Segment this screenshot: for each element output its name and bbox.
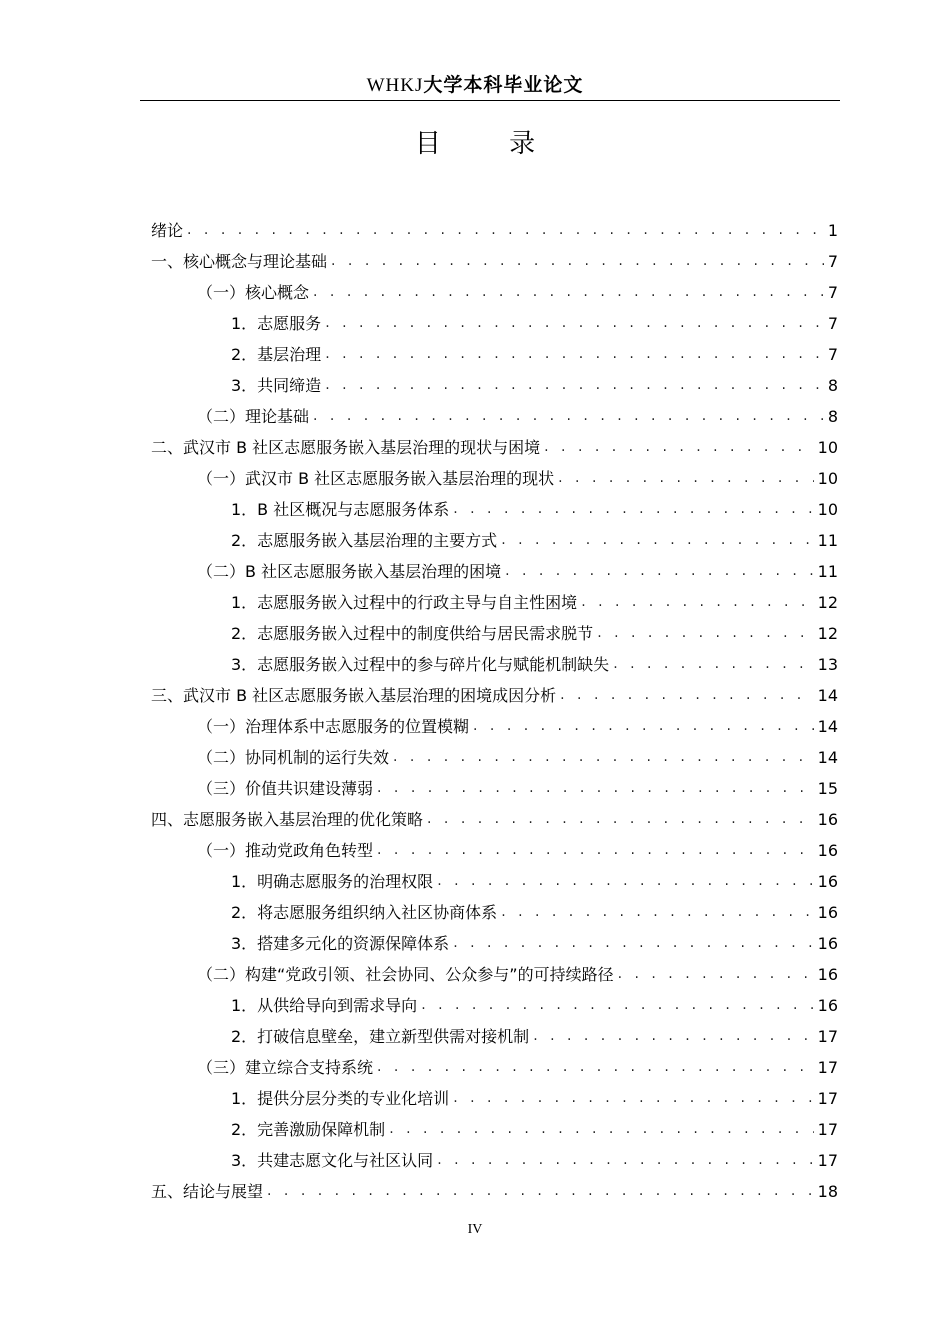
toc-dot-leader [473, 711, 814, 742]
toc-entry-page-number: 11 [817, 562, 838, 581]
toc-entry-page-number: 8 [827, 376, 838, 395]
toc-entry-page-number: 16 [817, 965, 838, 984]
toc-entry[interactable] [151, 525, 838, 556]
toc-dot-leader [505, 556, 814, 587]
toc-entry-page-number: 13 [817, 655, 838, 674]
toc-entry-page-number: 17 [817, 1027, 838, 1046]
toc-entry[interactable] [151, 401, 838, 432]
toc-entry-label: 1．明确志愿服务的治理权限 [231, 872, 434, 891]
toc-entry-page-number: 10 [817, 500, 838, 519]
toc-entry-label: 2．打破信息壁垒，建立新型供需对接机制 [231, 1027, 530, 1046]
toc-dot-leader [437, 1145, 813, 1176]
toc-entry[interactable] [151, 1021, 838, 1052]
toc-entry[interactable] [151, 277, 838, 308]
toc-entry-page-number: 17 [817, 1120, 838, 1139]
toc-dot-leader [453, 1083, 813, 1114]
toc-entry-label: （一）核心概念 [197, 283, 310, 302]
toc-entry[interactable] [151, 308, 838, 339]
toc-entry-label: 3．志愿服务嵌入过程中的参与碎片化与赋能机制缺失 [231, 655, 610, 674]
toc-dot-leader [501, 897, 813, 928]
toc-entry-label: 二、武汉市 B 社区志愿服务嵌入基层治理的现状与困境 [151, 438, 541, 457]
toc-entry-page-number: 14 [817, 717, 838, 736]
toc-dot-leader [325, 339, 824, 370]
toc-entry-label: 1．志愿服务 [231, 314, 322, 333]
toc-dot-leader [393, 742, 814, 773]
toc-entry-page-number: 12 [817, 593, 838, 612]
toc-dot-leader [389, 1114, 813, 1145]
toc-entry[interactable] [151, 1052, 838, 1083]
toc-entry[interactable] [151, 742, 838, 773]
toc-dot-leader [501, 525, 813, 556]
toc-entry[interactable] [151, 928, 838, 959]
toc-entry[interactable] [151, 990, 838, 1021]
toc-entry[interactable] [151, 649, 838, 680]
toc-dot-leader [558, 463, 813, 494]
toc-entry-label: 2．基层治理 [231, 345, 322, 364]
toc-entry[interactable] [151, 587, 838, 618]
toc-entry-label: （二）B 社区志愿服务嵌入基层治理的困境 [197, 562, 502, 581]
toc-entry-page-number: 16 [817, 872, 838, 891]
toc-entry-label: 3．搭建多元化的资源保障体系 [231, 934, 450, 953]
header-divider [140, 100, 840, 101]
toc-entry-page-number: 7 [827, 252, 838, 271]
toc-entry-label: （三）价值共识建设薄弱 [197, 779, 374, 798]
toc-entry-page-number: 18 [817, 1182, 838, 1201]
toc-entry-label: 2．将志愿服务组织纳入社区协商体系 [231, 903, 498, 922]
toc-entry[interactable] [151, 215, 838, 246]
toc-entry-page-number: 16 [817, 841, 838, 860]
toc-entry-label: 1．从供给导向到需求导向 [231, 996, 418, 1015]
toc-dot-leader [597, 618, 813, 649]
toc-entry-page-number: 15 [817, 779, 838, 798]
toc-dot-leader [427, 804, 814, 835]
toc-entry-label: 绪论 [151, 221, 184, 240]
toc-entry-label: （一）推动党政角色转型 [197, 841, 374, 860]
toc-entry[interactable] [151, 1083, 838, 1114]
toc-entry[interactable] [151, 370, 838, 401]
toc-entry-label: （二）理论基础 [197, 407, 310, 426]
toc-entry-page-number: 17 [817, 1151, 838, 1170]
toc-entry-page-number: 1 [827, 221, 838, 240]
toc-entry[interactable] [151, 959, 838, 990]
toc-entry-page-number: 10 [817, 438, 838, 457]
toc-entry-page-number: 16 [817, 810, 838, 829]
toc-entry[interactable] [151, 618, 838, 649]
toc-entry[interactable] [151, 1114, 838, 1145]
toc-entry-label: 1．志愿服务嵌入过程中的行政主导与自主性困境 [231, 593, 578, 612]
toc-entry-label: 2．完善激励保障机制 [231, 1120, 386, 1139]
page-title: 目 录 [414, 129, 566, 159]
toc-entry-label: 2．志愿服务嵌入过程中的制度供给与居民需求脱节 [231, 624, 594, 643]
toc-dot-leader [377, 773, 814, 804]
toc-dot-leader [331, 246, 824, 277]
toc-dot-leader [544, 432, 813, 463]
toc-entry-page-number: 17 [817, 1089, 838, 1108]
toc-entry-label: 三、武汉市 B 社区志愿服务嵌入基层治理的困境成因分析 [151, 686, 557, 705]
toc-entry-page-number: 14 [817, 686, 838, 705]
toc-entry-label: 3．共建志愿文化与社区认同 [231, 1151, 434, 1170]
header-university-code: WHKJ [366, 75, 424, 96]
header-thesis-label: 大学本科毕业论文 [423, 74, 584, 96]
toc-entry-page-number: 17 [817, 1058, 838, 1077]
toc-entry-page-number: 16 [817, 996, 838, 1015]
toc-dot-leader [560, 680, 813, 711]
toc-dot-leader [325, 370, 824, 401]
toc-entry[interactable] [151, 1145, 838, 1176]
toc-entry-page-number: 12 [817, 624, 838, 643]
table-of-contents [151, 215, 838, 1207]
toc-dot-leader [618, 959, 814, 990]
toc-entry[interactable] [151, 494, 838, 525]
toc-entry[interactable] [151, 835, 838, 866]
toc-entry-page-number: 7 [827, 345, 838, 364]
toc-entry-label: 一、核心概念与理论基础 [151, 252, 328, 271]
toc-dot-leader [437, 866, 813, 897]
toc-entry-label: （二）构建“党政引领、社会协同、公众参与”的可持续路径 [197, 965, 614, 984]
toc-entry-page-number: 7 [827, 283, 838, 302]
toc-entry[interactable] [151, 432, 838, 463]
toc-dot-leader [533, 1021, 813, 1052]
toc-dot-leader [313, 277, 824, 308]
toc-entry[interactable] [151, 339, 838, 370]
toc-entry[interactable] [151, 1176, 838, 1207]
toc-entry[interactable] [151, 680, 838, 711]
toc-entry[interactable] [151, 897, 838, 928]
toc-entry-label: （一）武汉市 B 社区志愿服务嵌入基层治理的现状 [197, 469, 555, 488]
toc-dot-leader [377, 1052, 814, 1083]
toc-entry-label: 四、志愿服务嵌入基层治理的优化策略 [151, 810, 424, 829]
toc-entry-label: （一）治理体系中志愿服务的位置模糊 [197, 717, 470, 736]
toc-entry[interactable] [151, 866, 838, 897]
toc-dot-leader [581, 587, 813, 618]
toc-dot-leader [613, 649, 813, 680]
toc-dot-leader [453, 494, 813, 525]
toc-entry-page-number: 11 [817, 531, 838, 550]
toc-entry-label: （二）协同机制的运行失效 [197, 748, 390, 767]
toc-entry-label: 1．B 社区概况与志愿服务体系 [231, 500, 450, 519]
toc-dot-leader [187, 215, 824, 246]
toc-entry[interactable] [151, 711, 838, 742]
toc-entry-label: （三）建立综合支持系统 [197, 1058, 374, 1077]
toc-dot-leader [453, 928, 813, 959]
toc-entry-page-number: 8 [827, 407, 838, 426]
toc-dot-leader [377, 835, 814, 866]
toc-entry-page-number: 7 [827, 314, 838, 333]
page-number: IV [467, 1222, 483, 1237]
toc-dot-leader [421, 990, 813, 1021]
page-header [0, 70, 950, 97]
toc-entry-page-number: 16 [817, 934, 838, 953]
toc-entry-page-number: 16 [817, 903, 838, 922]
toc-entry[interactable] [151, 463, 838, 494]
toc-entry[interactable] [151, 556, 838, 587]
toc-entry-label: 2．志愿服务嵌入基层治理的主要方式 [231, 531, 498, 550]
toc-entry-label: 五、结论与展望 [151, 1182, 264, 1201]
toc-entry-label: 3．共同缔造 [231, 376, 322, 395]
toc-entry[interactable] [151, 804, 838, 835]
toc-entry-page-number: 10 [817, 469, 838, 488]
toc-entry[interactable] [151, 773, 838, 804]
toc-entry-label: 1．提供分层分类的专业化培训 [231, 1089, 450, 1108]
toc-dot-leader [325, 308, 824, 339]
toc-dot-leader [313, 401, 824, 432]
toc-dot-leader [267, 1176, 814, 1207]
toc-entry-page-number: 14 [817, 748, 838, 767]
toc-entry[interactable] [151, 246, 838, 277]
